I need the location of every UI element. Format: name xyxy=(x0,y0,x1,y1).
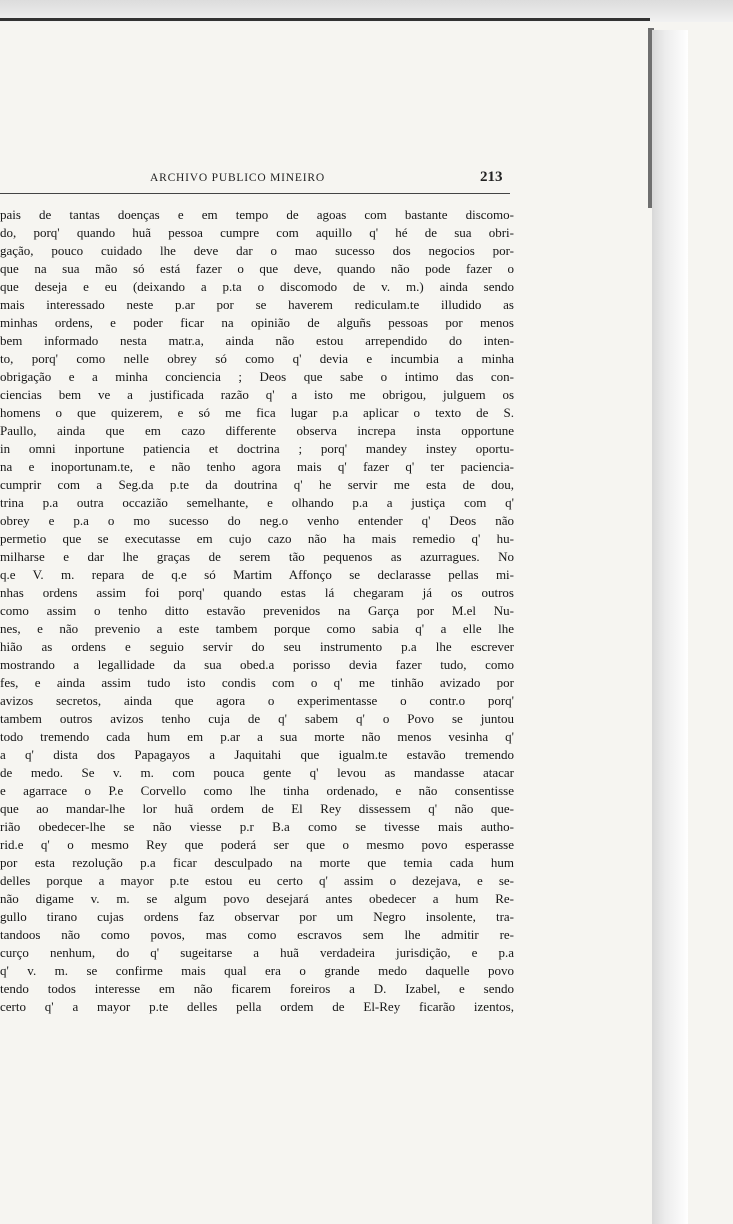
text-line: trina p.a outra occazião semelhante, e olhando p.a a justiça com q' xyxy=(0,495,514,510)
text-line: na e inoportunam.te, e não tenho agora mais q' fazer q' ter paciencia- xyxy=(0,459,514,474)
text-line: gullo tirano cujas ordens faz observar por um Negro insolente, tra- xyxy=(0,909,514,924)
text-line: tandoos não como povos, mas como escravos sem lhe admitir re- xyxy=(0,927,514,942)
text-line: do, porq' quando huã pessoa cumpre com aquillo q' hé de sua obri- xyxy=(0,225,514,240)
text-line: tambem outros avizos tenho cuja de q' sabem q' o Povo se juntou xyxy=(0,711,514,726)
text-line: fes, e ainda assim tudo isto condis com o q' me tinhão avizado por xyxy=(0,675,514,690)
text-line: pais de tantas doenças e em tempo de agoas com bastante discomo- xyxy=(0,207,514,222)
text-line: mostrando a legallidade da sua obed.a porisso devia fazer tudo, como xyxy=(0,657,514,672)
text-line: homens o que quizerem, e só me fica lugar p.a aplicar o texto de S. xyxy=(0,405,514,420)
text-line: rid.e q' o mesmo Rey que poderá ser que o mesmo povo esperasse xyxy=(0,837,514,852)
page-gutter xyxy=(652,30,688,1224)
text-line: tendo todos interesse em não ficarem foreiros a D. Izabel, e sendo xyxy=(0,981,514,996)
text-line: de medo. Se v. m. com pouca gente q' levou as mandasse atacar xyxy=(0,765,514,780)
text-line: gação, pouco cuidado lhe deve dar o mao sucesso dos negocios por- xyxy=(0,243,514,258)
text-line: cumprir com a Seg.da p.te da doutrina q' he servir me esta de dou, xyxy=(0,477,514,492)
text-line: nhas ordens assim foi porq' quando estas lá chegaram já os outros xyxy=(0,585,514,600)
text-line: como assim o tenho ditto estavão prevenidos na Garça por M.el Nu- xyxy=(0,603,514,618)
text-line: delles porque a mayor p.te estou eu certo q' assim o dezejava, e se- xyxy=(0,873,514,888)
text-line: hião as ordens e seguio servir do seu instrumento p.a lhe escrever xyxy=(0,639,514,654)
text-line: permetio que se executasse em cujo cazo não ha mais remedio q' hu- xyxy=(0,531,514,546)
text-line: minhas ordens, e poder ficar na opinião de alguñs pessoas por menos xyxy=(0,315,514,330)
text-line: bem informado nesta matr.a, ainda não estou arrependido do inten- xyxy=(0,333,514,348)
text-line: rião obedecer-lhe se não viesse p.r B.a como se tivesse mais autho- xyxy=(0,819,514,834)
header-rule xyxy=(0,193,510,194)
text-line: avizos secretos, ainda que agora o experimentasse o contr.o porq' xyxy=(0,693,514,708)
running-head-title: ARCHIVO PUBLICO MINEIRO xyxy=(150,172,325,184)
text-line: q' v. m. se confirme mais qual era o grande medo daquelle povo xyxy=(0,963,514,978)
text-line: que ao mandar-lhe lor huã ordem de El Rey dissessem q' não que- xyxy=(0,801,514,816)
text-line: mais interessado neste p.ar por se haverem rediculam.te illudido as xyxy=(0,297,514,312)
text-line: certo q' a mayor p.te delles pella ordem de El-Rey ficarão izentos, xyxy=(0,999,514,1014)
text-line: obrigação e a minha conciencia ; Deos que sabe o intimo das con- xyxy=(0,369,514,384)
text-line: to, porq' como nelle obrey só como q' devia e incumbia a minha xyxy=(0,351,514,366)
text-line: curço nenhum, do q' sugeitarse a huã verdadeira jurisdição, e p.a xyxy=(0,945,514,960)
text-line: obrey e p.a o mo sucesso do neg.o venho entender q' Deos não xyxy=(0,513,514,528)
page-number: 213 xyxy=(480,169,503,185)
text-line: q.e V. m. repara de q.e só Martim Affonço se declarasse pellas mi- xyxy=(0,567,514,582)
scan-top-rule xyxy=(0,18,650,21)
text-line: ciencias bem ve a justificada razão q' a isto me obrigou, julguem os xyxy=(0,387,514,402)
text-line: não digame v. m. se algum povo desejará antes obedecer a hum Re- xyxy=(0,891,514,906)
running-head xyxy=(0,170,650,190)
text-line: in omni inportune patiencia et doctrina ; porq' mandey instey oportu- xyxy=(0,441,514,456)
text-line: a q' dista dos Papagayos a Jaquitahi que igualm.te estavão tremendo xyxy=(0,747,514,762)
text-line: que na sua mão só está fazer o que deve, quando não pode fazer o xyxy=(0,261,514,276)
text-line: por esta rezolução p.a ficar desculpado na morte que temia cada hum xyxy=(0,855,514,870)
text-line: todo tremendo cada hum em p.ar a sua morte não menos vesinha q' xyxy=(0,729,514,744)
text-line: nes, e não prevenio a este tambem porque como sabia q' a elle lhe xyxy=(0,621,514,636)
text-line: e agarrace o P.e Corvello como lhe tinha ordenado, e não consentisse xyxy=(0,783,514,798)
text-line: que deseja e eu (deixando a p.ta o discomodo de v. m.) ainda sendo xyxy=(0,279,514,294)
body-text xyxy=(0,206,514,1016)
text-line: milharse e dar lhe graças de serem tão pequenos as azurragues. No xyxy=(0,549,514,564)
text-line: Paullo, ainda que em cazo differente observa increpa insta opportune xyxy=(0,423,514,438)
